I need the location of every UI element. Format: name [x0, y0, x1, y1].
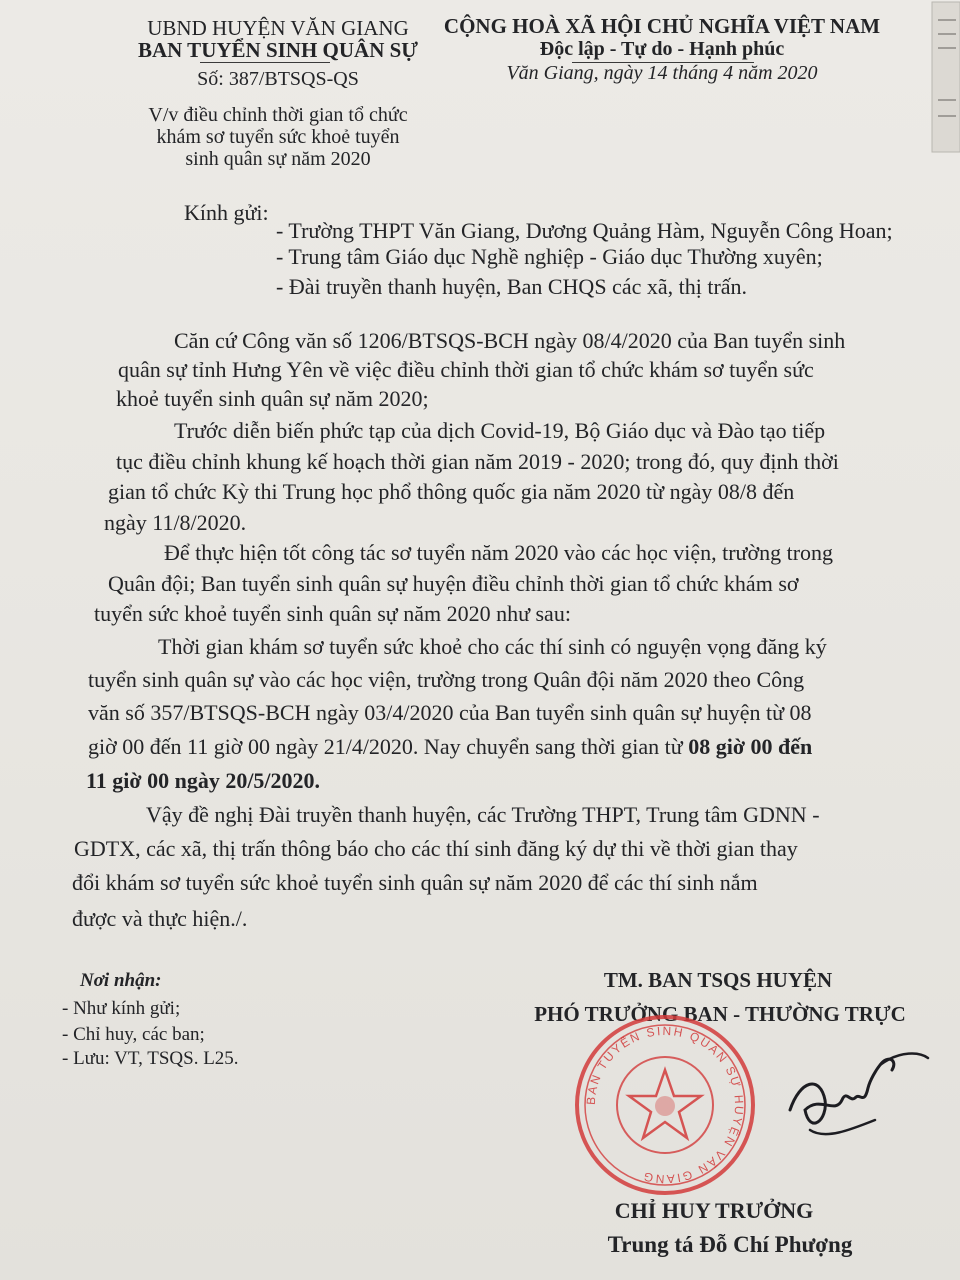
receiver-item: - Lưu: VT, TSQS. L25.	[62, 1048, 239, 1069]
recipients-label: Kính gửi:	[184, 200, 269, 225]
paper-edge-marks	[926, 0, 960, 160]
recipient-item: - Trung tâm Giáo dục Nghề nghiệp - Giáo dục Thường xuyên;	[276, 244, 823, 269]
signatory-position: PHÓ TRƯỞNG BAN - THƯỜNG TRỰC	[534, 1002, 906, 1026]
body-line: được và thực hiện./.	[72, 906, 248, 931]
header-divider-left	[200, 62, 330, 63]
receiver-item: - Chỉ huy, các ban;	[62, 1024, 205, 1045]
document-subject	[148, 104, 407, 170]
body-line: ngày 11/8/2020.	[104, 510, 247, 535]
issuing-authority: UBND HUYỆN VĂN GIANG	[147, 16, 409, 40]
body-line-emphasis: 08 giờ 00 đến	[688, 734, 813, 759]
body-line: Vậy đề nghị Đài truyền thanh huyện, các Trường THPT, Trung tâm GDNN -	[146, 802, 820, 827]
recipient-item: - Đài truyền thanh huyện, Ban CHQS các xã, thị trấn.	[276, 274, 748, 299]
body-line: Quân đội; Ban tuyển sinh quân sự huyện điều chỉnh thời gian tổ chức khám sơ	[108, 571, 799, 596]
body-line: gian tổ chức Kỳ thi Trung học phổ thông quốc gia năm 2020 từ ngày 08/8 đến	[108, 479, 795, 504]
subject-line: sinh quân sự năm 2020	[185, 148, 371, 170]
body-line: quân sự tỉnh Hưng Yên về việc điều chỉnh thời gian tổ chức khám sơ tuyển sức	[118, 357, 814, 382]
subject-line: V/v điều chỉnh thời gian tổ chức	[148, 104, 408, 126]
signatory-name: Trung tá Đỗ Chí Phượng	[607, 1232, 853, 1257]
recipient-item: - Trường THPT Văn Giang, Dương Quảng Hàm, Nguyễn Công Hoan;	[276, 218, 893, 243]
body-line: đổi khám sơ tuyển sức khoẻ tuyển sinh quân sự năm 2020 để các thí sinh nắm	[72, 870, 758, 895]
signatory-title: CHỈ HUY TRƯỞNG	[614, 1198, 814, 1223]
national-title: CỘNG HOÀ XÃ HỘI CHỦ NGHĨA VIỆT NAM	[443, 14, 881, 38]
body-line: Trước diễn biến phức tạp của dịch Covid-19, Bộ Giáo dục và Đào tạo tiếp	[174, 418, 826, 443]
place-and-date: Văn Giang, ngày 14 tháng 4 năm 2020	[506, 62, 818, 84]
body-line	[88, 734, 812, 760]
body-line-text: giờ 00 đến 11 giờ 00 ngày 21/4/2020. Nay chuyển sang thời gian từ	[88, 734, 689, 759]
signatory-org: TM. BAN TSQS HUYỆN	[603, 968, 833, 992]
body-line: tục điều chỉnh khung kế hoạch thời gian năm 2019 - 2020; trong đó, quy định thời	[116, 449, 839, 474]
receiver-item: - Như kính gửi;	[62, 998, 181, 1019]
subject-line: khám sơ tuyển sức khoẻ tuyển	[156, 126, 400, 148]
body-line: Căn cứ Công văn số 1206/BTSQS-BCH ngày 08/4/2020 của Ban tuyển sinh	[174, 328, 846, 353]
seal-text: BAN TUYỂN SINH QUÂN SỰ HUYỆN VĂN GIANG	[583, 1023, 747, 1187]
body-line-emphasis: 11 giờ 00 ngày 20/5/2020.	[86, 768, 321, 793]
document-number: Số: 387/BTSQS-QS	[197, 68, 359, 90]
national-motto: Độc lập - Tự do - Hạnh phúc	[539, 38, 785, 60]
official-seal-stamp	[560, 1010, 770, 1200]
issuing-office: BAN TUYỂN SINH QUÂN SỰ	[137, 38, 419, 62]
body-line: Thời gian khám sơ tuyển sức khoẻ cho các thí sinh có nguyện vọng đăng ký	[158, 634, 827, 659]
body-line: khoẻ tuyển sinh quân sự năm 2020;	[116, 386, 429, 411]
handwritten-signature	[780, 1040, 930, 1160]
receivers-label: Nơi nhận:	[80, 970, 162, 991]
body-line: tuyển sức khoẻ tuyển sinh quân sự năm 2020 như sau:	[94, 601, 571, 626]
body-line: văn số 357/BTSQS-BCH ngày 03/4/2020 của Ban tuyển sinh quân sự huyện từ 08	[88, 700, 812, 725]
body-line: Để thực hiện tốt công tác sơ tuyển năm 2020 vào các học viện, trường trong	[164, 540, 834, 565]
body-line: tuyển sinh quân sự vào các học viện, trường trong Quân đội năm 2020 theo Công	[88, 667, 805, 692]
body-line: GDTX, các xã, thị trấn thông báo cho các thí sinh đăng ký dự thi về thời gian thay	[74, 836, 798, 861]
